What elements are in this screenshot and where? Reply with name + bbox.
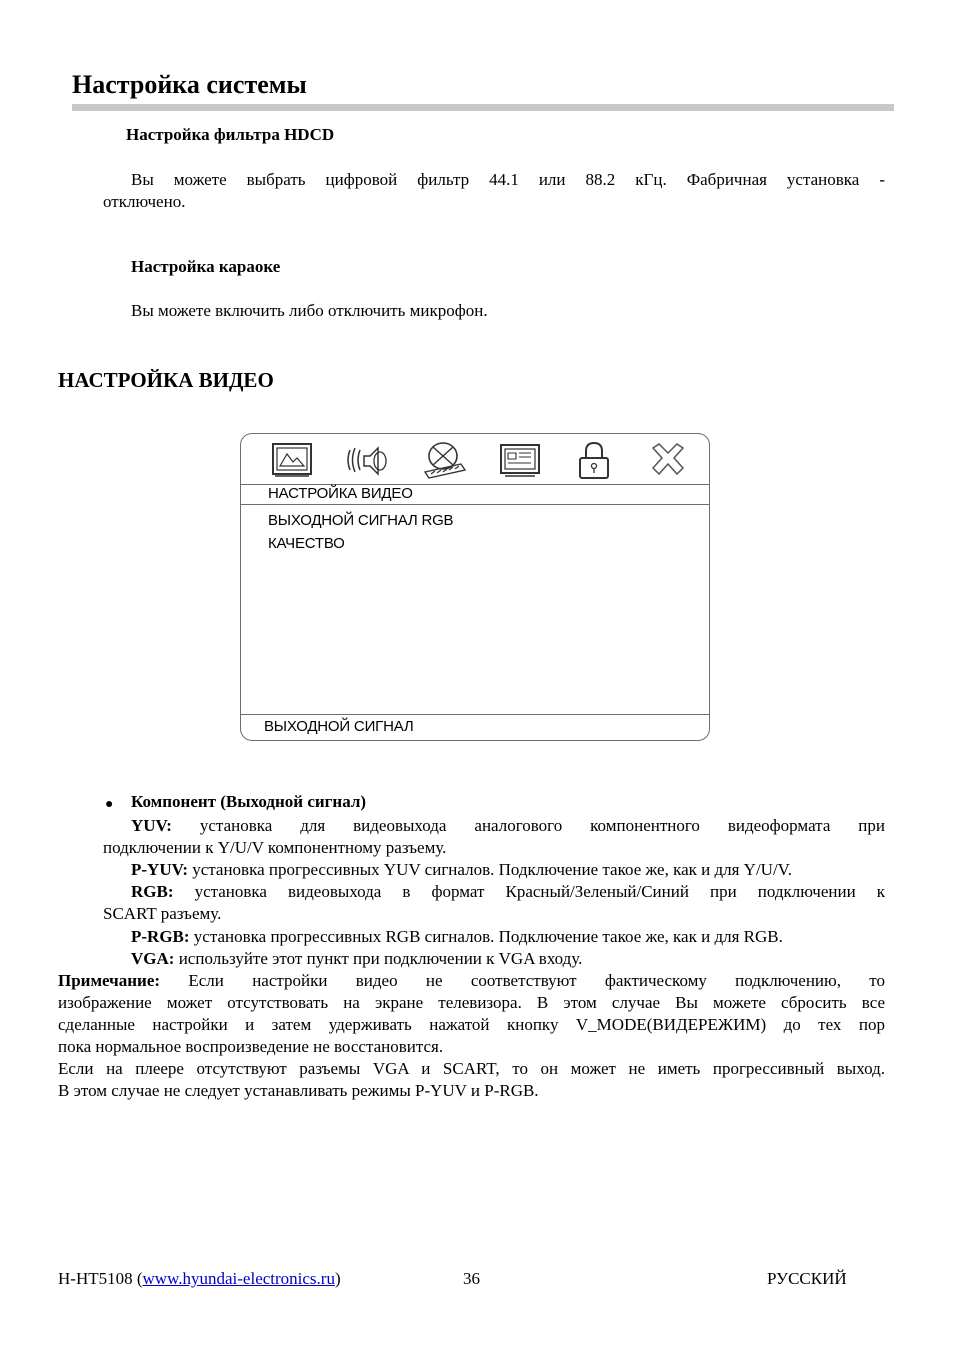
- pyuv-label: P-YUV:: [131, 860, 188, 879]
- exit-icon[interactable]: [645, 440, 691, 480]
- rgb-line2: SCART разъему.: [103, 904, 222, 923]
- osd-menu-title: НАСТРОЙКА ВИДЕО: [268, 485, 413, 502]
- hdcd-text-line2: отключено.: [103, 192, 186, 211]
- footer-model-text: H-HT5108 (: [58, 1269, 143, 1288]
- osd-menu: [240, 433, 710, 741]
- yuv-line1: [131, 815, 885, 837]
- footer-website-link[interactable]: www.hyundai-electronics.ru: [142, 1269, 335, 1288]
- vga-line: [131, 948, 582, 970]
- page-number: 36: [463, 1269, 480, 1288]
- note-line1: [58, 970, 885, 992]
- footer-model: [58, 1269, 341, 1289]
- yuv-line2: подключении к Y/U/V компонентному разъему.: [103, 838, 447, 857]
- rgb-text: установка видеовыхода в формат Красный/Зеленый/Синий при подключении к: [194, 882, 885, 901]
- bullet-icon: ●: [105, 797, 114, 812]
- picture-icon[interactable]: [269, 440, 315, 480]
- yuv-label: YUV:: [131, 816, 172, 835]
- pyuv-text: установка прогрессивных YUV сигналов. Подключение такое же, как и для Y/U/V.: [192, 860, 793, 879]
- footer-close-paren: ): [334, 1269, 341, 1288]
- title-rule: [72, 104, 894, 111]
- lock-icon[interactable]: [572, 440, 618, 480]
- component-heading: Компонент (Выходной сигнал): [131, 792, 367, 811]
- prgb-text: установка прогрессивных RGB сигналов. Подключение такое же, как и для RGB.: [193, 927, 783, 946]
- pyuv-line: [131, 859, 887, 881]
- speaker-icon[interactable]: [344, 440, 390, 480]
- video-section-heading: НАСТРОЙКА ВИДЕО: [58, 368, 274, 392]
- osd-status-text: ВЫХОДНОЙ СИГНАЛ: [264, 718, 414, 735]
- osd-divider-bottom: [241, 714, 709, 715]
- note-line5: Если на плеере отсутствуют разъемы VGA и SCART, то он может не иметь прогрессивный выход.: [58, 1059, 885, 1078]
- footer-language: РУССКИЙ: [767, 1269, 847, 1288]
- rgb-line1: [131, 881, 885, 903]
- osd-menu-item-output-signal[interactable]: ВЫХОДНОЙ СИГНАЛ RGB: [268, 512, 454, 529]
- display-icon[interactable]: [497, 440, 543, 480]
- osd-menu-item-quality[interactable]: КАЧЕСТВО: [268, 535, 345, 552]
- page-title: Настройка системы: [72, 70, 307, 99]
- vga-label: VGA:: [131, 949, 175, 968]
- note-line3: сделанные настройки и затем удерживать нажатой кнопку V_MODE(ВИДЕРЕЖИМ) до тех пор: [58, 1015, 885, 1034]
- note-text-1: Если настройки видео не соответствуют фактическому подключению, то: [188, 971, 885, 990]
- karaoke-heading: Настройка караоке: [131, 257, 281, 276]
- yuv-text: установка для видеовыхода аналогового компонентного видеоформата при: [199, 816, 885, 835]
- hdcd-text-line1: Вы можете выбрать цифровой фильтр 44.1 или 88.2 кГц. Фабричная установка -: [131, 170, 885, 189]
- note-line6: В этом случае не следует устанавливать режимы P-YUV и P-RGB.: [58, 1081, 539, 1100]
- osd-icon-bar: [241, 434, 709, 484]
- note-line2: изображение может отсутствовать на экране телевизора. В этом случае Вы можете сбросить все: [58, 993, 885, 1012]
- vga-text: используйте этот пункт при подключении к VGA входу.: [178, 949, 583, 968]
- note-line4: пока нормальное воспроизведение не восстановится.: [58, 1037, 444, 1056]
- disc-icon[interactable]: [421, 440, 467, 480]
- rgb-label: RGB:: [131, 882, 174, 901]
- prgb-line: [131, 926, 783, 948]
- osd-divider-title: [241, 504, 709, 505]
- prgb-label: P-RGB:: [131, 927, 190, 946]
- note-label: Примечание:: [58, 971, 161, 990]
- karaoke-text: Вы можете включить либо отключить микрофон.: [131, 301, 488, 320]
- hdcd-heading: Настройка фильтра HDCD: [126, 125, 335, 144]
